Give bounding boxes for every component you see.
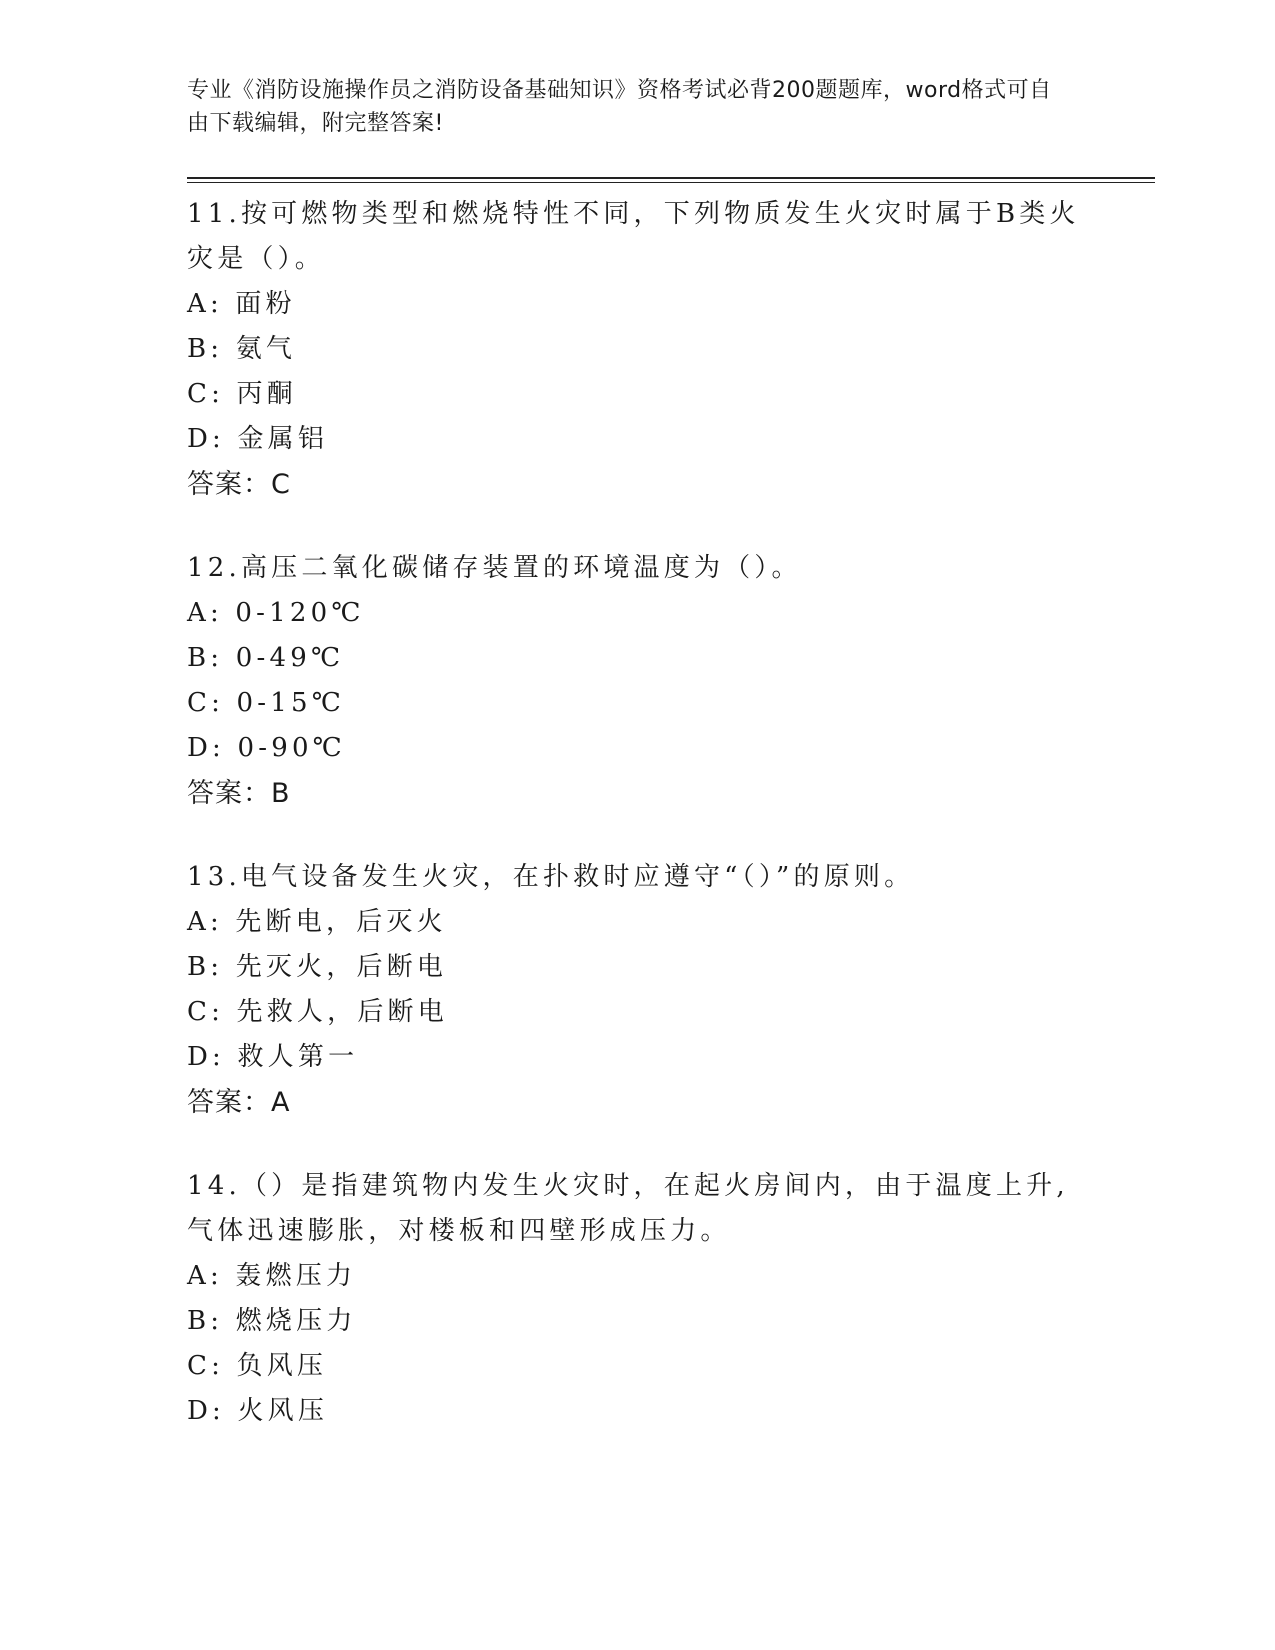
question-list [187,192,1087,1473]
option-c: C: 负风压 [187,1351,328,1381]
question-stem: 13.电气设备发生火灾，在扑救时应遵守“（）”的原则。 [187,862,915,892]
question-13 [187,855,1087,1125]
answer-line: 答案：C [187,469,291,500]
document-header: 专业《消防设施操作员之消防设备基础知识》资格考试必背200题题库，word格式可自由下载编辑，附完整答案! [187,78,1052,136]
option-b: B: 先灭火，后断电 [187,952,448,982]
option-d: D: 救人第一 [187,1042,359,1072]
answer-line: 答案：B [187,778,291,809]
answer-line: 答案：A [187,1087,291,1118]
option-b: B: 0-49℃ [187,643,345,673]
option-d: D: 火风压 [187,1396,329,1426]
header-divider-thin [187,182,1155,183]
option-a: A: 先断电，后灭火 [187,907,447,937]
header-divider-thick [187,177,1155,179]
option-c: C: 先救人，后断电 [187,997,448,1027]
question-stem: 11.按可燃物类型和燃烧特性不同，下列物质发生火灾时属于B类火灾是（）。 [187,199,1080,274]
option-c: C: 丙酮 [187,379,297,409]
option-a: A: 0-120℃ [187,598,365,628]
question-11 [187,192,1087,507]
option-a: A: 轰燃压力 [187,1261,357,1291]
option-d: D: 0-90℃ [187,733,346,763]
option-d: D: 金属铝 [187,424,329,454]
option-b: B: 氨气 [187,334,297,364]
question-stem: 12.高压二氧化碳储存装置的环境温度为（）。 [187,553,802,583]
option-b: B: 燃烧压力 [187,1306,357,1336]
question-14 [187,1164,1087,1434]
question-stem: 14.（）是指建筑物内发生火灾时，在起火房间内，由于温度上升,气体迅速膨胀，对楼板和四壁形成压力。 [187,1171,1069,1246]
question-12 [187,546,1087,816]
option-a: A: 面粉 [187,289,296,319]
option-c: C: 0-15℃ [187,688,346,718]
